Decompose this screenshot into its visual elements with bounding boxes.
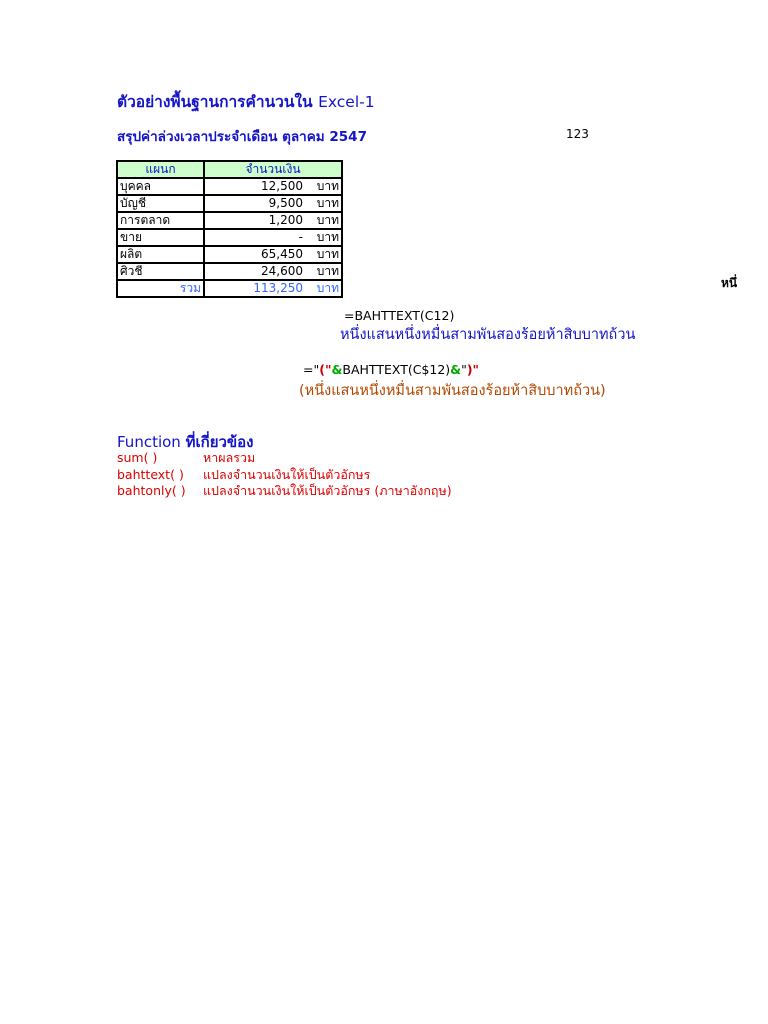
title-thai: ตัวอย่างพื้นฐานการคำนวนใน xyxy=(117,93,313,111)
unit-cell: บาท xyxy=(316,179,339,193)
dept-cell: การตลาด xyxy=(117,212,204,229)
formula-open-paren: (" xyxy=(319,362,332,377)
unit-cell: บาท xyxy=(316,264,339,278)
function-name: bahtonly( ) xyxy=(117,483,186,498)
dept-cell: ผลิต xyxy=(117,246,204,263)
function-desc: แปลงจำนวนเงินให้เป็นตัวอักษร (ภาษาอังกฤษ) xyxy=(203,483,452,498)
header-dept: แผนก xyxy=(117,161,204,178)
concat-formula xyxy=(303,362,479,377)
function-list xyxy=(117,450,452,500)
bahttext-result: หนึ่งแสนหนึ่งหมื่นสามพันสองร้อยห้าสิบบาทถ้วน xyxy=(340,327,636,343)
total-row xyxy=(117,280,342,297)
dept-cell: บัญชี xyxy=(117,195,204,212)
bahttext-formula: =BAHTTEXT(C12) xyxy=(344,308,455,323)
unit-cell: บาท xyxy=(316,196,339,210)
amount-cell: 24,600 xyxy=(261,264,303,278)
formula-amp-1: & xyxy=(331,362,343,377)
summary-table xyxy=(116,160,343,298)
unit-cell: บาท xyxy=(316,213,339,227)
list-item xyxy=(117,483,452,500)
functions-heading-thai: ที่เกี่ยวข้อง xyxy=(185,433,254,451)
function-name: sum( ) xyxy=(117,450,158,465)
side-number: 123 xyxy=(566,127,589,141)
total-label: รวม xyxy=(117,280,204,297)
list-item xyxy=(117,450,452,467)
formula-amp-2: & xyxy=(450,362,462,377)
formula-prefix: =" xyxy=(303,362,320,377)
dept-cell: ศิวชี xyxy=(117,263,204,280)
table-row xyxy=(117,229,342,246)
table-row xyxy=(117,263,342,280)
amount-cell: 65,450 xyxy=(261,247,303,261)
page-title xyxy=(117,89,375,114)
table-row xyxy=(117,195,342,212)
total-amount: 113,250 xyxy=(253,281,303,295)
function-desc: แปลงจำนวนเงินให้เป็นตัวอักษร xyxy=(203,466,371,482)
functions-heading-latin: Function xyxy=(117,433,181,451)
list-item xyxy=(117,467,452,484)
unit-cell: บาท xyxy=(316,247,339,261)
dept-cell: บุคคล xyxy=(117,178,204,195)
formula-close-paren: )" xyxy=(466,362,480,377)
total-unit: บาท xyxy=(316,281,339,295)
amount-cell: 1,200 xyxy=(268,213,303,227)
concat-result: (หนึ่งแสนหนึ่งหมื่นสามพันสองร้อยห้าสิบบาทถ้วน) xyxy=(299,383,606,399)
amount-cell: - xyxy=(298,230,303,244)
function-desc: หาผลรวม xyxy=(203,450,256,465)
unit-cell: บาท xyxy=(316,230,339,244)
amount-cell: 12,500 xyxy=(261,179,303,193)
formula-middle: BAHTTEXT(C$12) xyxy=(342,362,451,377)
title-latin: Excel-1 xyxy=(318,93,375,111)
subtitle: สรุปค่าล่วงเวลาประจำเดือน ตุลาคม 2547 xyxy=(117,129,367,145)
header-amount: จำนวนเงิน xyxy=(204,161,342,178)
table-row xyxy=(117,212,342,229)
table-row xyxy=(117,178,342,195)
formula-quote: " xyxy=(461,362,467,377)
dept-cell: ขาย xyxy=(117,229,204,246)
amount-cell: 9,500 xyxy=(268,196,303,210)
overflow-cell-text: หนึ่ xyxy=(721,276,738,290)
table-row xyxy=(117,246,342,263)
function-name: bahttext( ) xyxy=(117,466,184,482)
table-header-row xyxy=(117,161,342,178)
